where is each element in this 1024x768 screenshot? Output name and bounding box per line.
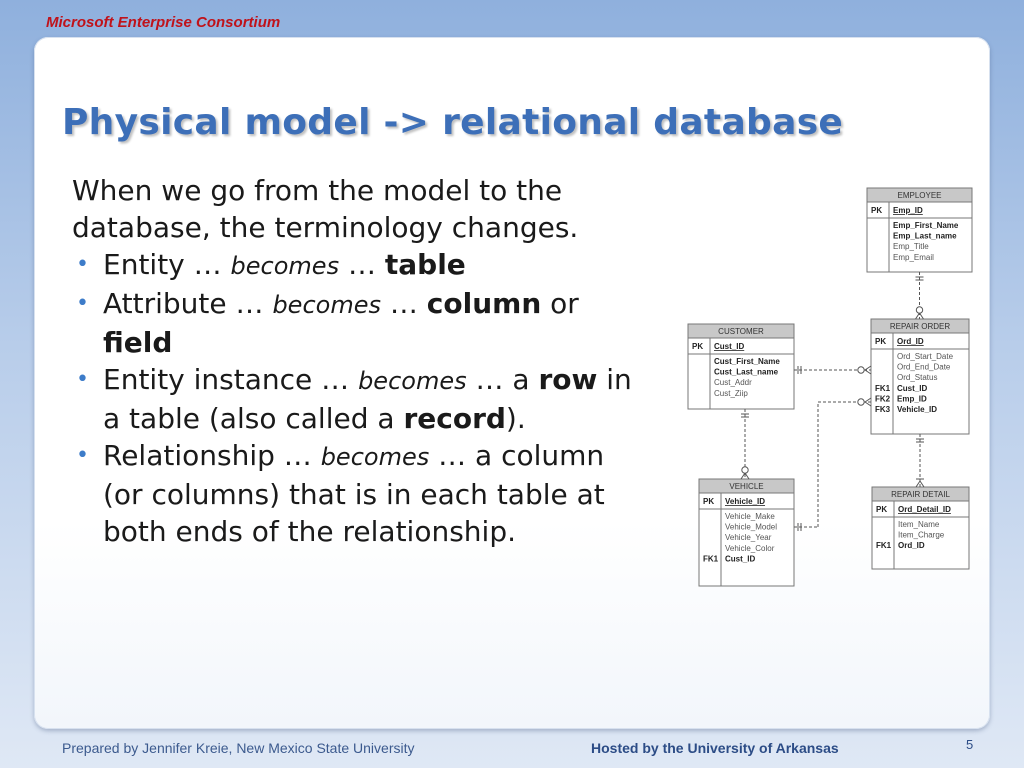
- bullet-text: …: [339, 248, 385, 281]
- footer-hosted-by: Hosted by the University of Arkansas: [591, 740, 839, 756]
- entity-pk: Cust_ID: [714, 342, 745, 351]
- crowfoot-marker: [865, 370, 871, 374]
- entity-attribute: Emp_First_Name: [893, 221, 959, 230]
- crowfoot-marker: [865, 366, 871, 370]
- intro-text: When we go from the model to the database, the terminology changes.: [72, 174, 579, 244]
- entity-pk-key: PK: [876, 505, 888, 514]
- slide-body: [72, 172, 642, 550]
- optional-marker: [858, 399, 864, 405]
- entity-pk: Vehicle_ID: [725, 497, 766, 506]
- bullet-relationship: [72, 437, 642, 550]
- entity-name: REPAIR DETAIL: [891, 490, 950, 499]
- crowfoot-marker: [865, 398, 871, 402]
- bullet-text: in a table (also called a: [103, 363, 632, 435]
- entity-fk-key: FK1: [703, 554, 719, 564]
- entity-repair-detail: [872, 487, 969, 569]
- entity-attribute: Cust_ID: [725, 554, 756, 564]
- crowfoot-marker: [920, 313, 924, 319]
- entity-pk-key: PK: [703, 497, 715, 506]
- entity-attribute: Emp_Email: [893, 252, 934, 262]
- bullet-icon: •: [76, 443, 89, 468]
- entity-pk-key: PK: [692, 342, 704, 351]
- entity-attribute: Emp_Title: [893, 242, 929, 252]
- bullet-icon: •: [76, 252, 89, 277]
- erd-diagram: [680, 180, 980, 590]
- bullet-emphasis: becomes: [358, 367, 467, 395]
- crowfoot-marker: [741, 473, 745, 479]
- entity-attribute: Vehicle_Make: [725, 512, 775, 521]
- bullet-strong: record: [403, 402, 506, 435]
- entity-attribute: Cust_ID: [897, 383, 928, 393]
- bullet-emphasis: becomes: [230, 252, 340, 280]
- bullet-text: …: [380, 287, 427, 320]
- crowfoot-marker: [916, 313, 920, 319]
- entity-repair-order: [871, 319, 969, 434]
- entity-attribute: Cust_Last_name: [714, 367, 779, 377]
- crowfoot-marker: [865, 402, 871, 406]
- entity-attribute: Item_Name: [898, 520, 940, 529]
- entity-fk-key: FK1: [875, 383, 891, 393]
- bullet-strong: field: [103, 326, 173, 359]
- entity-pk: Emp_ID: [893, 206, 923, 215]
- bullet-text: … a column (or columns) that is in each table at both ends of the relationship.: [103, 439, 605, 548]
- entity-attribute: Vehicle_ID: [897, 405, 938, 414]
- entity-employee: [867, 188, 972, 272]
- erd-entities: [688, 188, 972, 586]
- entity-attribute: Ord_ID: [898, 541, 925, 551]
- bullet-entity: [72, 246, 642, 285]
- entity-fk-key: FK1: [876, 541, 892, 551]
- crowfoot-marker: [745, 473, 749, 479]
- bullet-emphasis: becomes: [272, 291, 381, 319]
- entity-fk-key: FK3: [875, 405, 891, 414]
- optional-marker: [742, 467, 748, 473]
- bullet-icon: •: [76, 291, 89, 316]
- entity-attribute: Vehicle_Model: [725, 522, 778, 532]
- entity-attribute: Vehicle_Color: [725, 543, 775, 553]
- bullet-text: or: [541, 287, 579, 320]
- entity-attribute: Vehicle_Year: [725, 533, 772, 543]
- entity-attribute: Ord_End_Date: [897, 362, 951, 372]
- page-number: 5: [966, 737, 974, 752]
- entity-attribute: Emp_Last_name: [893, 231, 957, 241]
- bullet-attribute: [72, 285, 642, 361]
- entity-pk: Ord_ID: [897, 337, 924, 346]
- entity-name: REPAIR ORDER: [889, 322, 951, 331]
- bullet-list: [72, 246, 642, 550]
- optional-marker: [916, 307, 922, 313]
- bullet-text: Entity …: [103, 248, 231, 281]
- bullet-strong: row: [538, 363, 598, 396]
- entity-vehicle: [699, 479, 794, 586]
- bullet-text: … a: [466, 363, 539, 396]
- entity-name: VEHICLE: [729, 482, 764, 491]
- bullet-strong: column: [426, 287, 542, 320]
- entity-attribute: Cust_Addr: [714, 378, 752, 388]
- entity-attribute: Cust_Ziip: [714, 388, 748, 398]
- entity-customer: [688, 324, 794, 409]
- bullet-strong: table: [384, 248, 466, 281]
- entity-name: CUSTOMER: [718, 327, 764, 336]
- entity-attribute: Emp_ID: [897, 394, 927, 404]
- bullet-icon: •: [76, 367, 89, 392]
- bullet-text: Entity instance …: [103, 363, 359, 396]
- entity-attribute: Cust_First_Name: [714, 357, 780, 366]
- crowfoot-marker: [920, 481, 924, 487]
- entity-name: EMPLOYEE: [897, 191, 942, 200]
- bullet-emphasis: becomes: [320, 443, 430, 471]
- entity-pk-key: PK: [871, 206, 883, 215]
- entity-fk-key: FK2: [875, 394, 891, 404]
- bullet-text: ).: [505, 402, 526, 435]
- slide-title: Physical model -> relational database: [62, 102, 844, 143]
- entity-pk: Ord_Detail_ID: [898, 505, 951, 514]
- bullet-entity-instance: [72, 361, 642, 437]
- footer-prepared-by: Prepared by Jennifer Kreie, New Mexico State University: [62, 740, 415, 756]
- entity-pk-key: PK: [875, 337, 887, 346]
- entity-attribute: Ord_Start_Date: [897, 352, 954, 361]
- crowfoot-marker: [916, 481, 920, 487]
- consortium-header: Microsoft Enterprise Consortium: [46, 14, 281, 31]
- entity-attribute: Item_Charge: [898, 530, 945, 540]
- bullet-text: Attribute …: [103, 287, 273, 320]
- optional-marker: [858, 367, 864, 373]
- entity-attribute: Ord_Status: [897, 373, 938, 383]
- bullet-text: Relationship …: [103, 439, 321, 472]
